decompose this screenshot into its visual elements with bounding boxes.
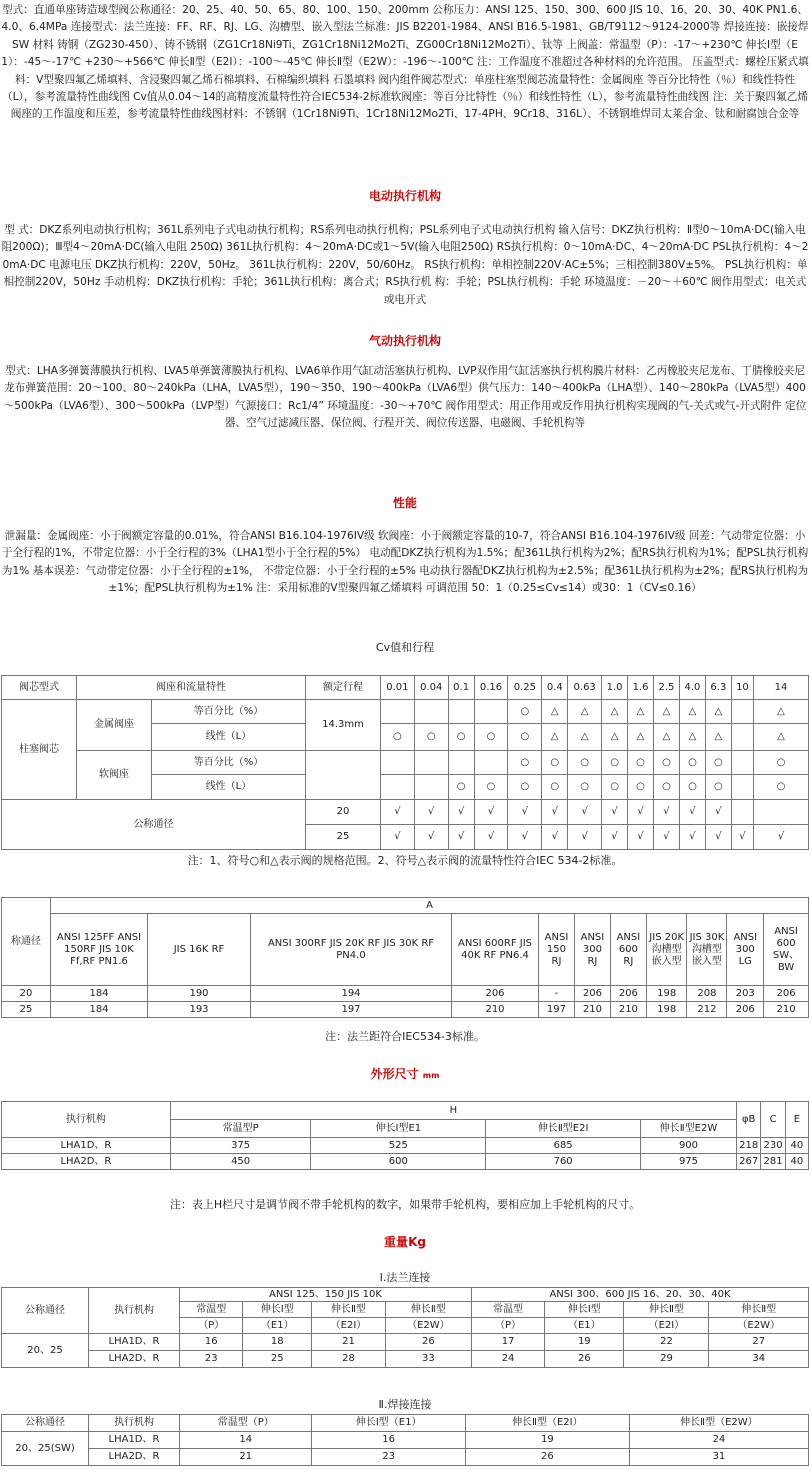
weight-cell: 28 bbox=[312, 1351, 386, 1368]
cv-value-header: 2.5 bbox=[654, 676, 680, 700]
weight-title bbox=[0, 1233, 810, 1250]
flange-header: ANSI 125FF ANSI 150RF JIS 10K Ff,RF PN1.6 bbox=[51, 914, 148, 986]
cv-mark bbox=[731, 700, 753, 724]
flange-header: JIS 20K 沟槽型嵌入型 bbox=[646, 914, 687, 986]
weight-cell: 33 bbox=[385, 1351, 471, 1368]
dims-cell: 600 bbox=[311, 1154, 486, 1170]
weld-row-name: LHA1D、R bbox=[89, 1432, 180, 1449]
weight-cell: 16 bbox=[180, 1334, 243, 1351]
weight-type: 伸长Ⅱ型 bbox=[312, 1302, 386, 1318]
cv-check: √ bbox=[628, 825, 654, 850]
cv-mark: ○ bbox=[508, 751, 542, 775]
weight-type-code: （P） bbox=[471, 1318, 544, 1334]
flange-cell: 198 bbox=[646, 1002, 687, 1018]
flange-cell: 206 bbox=[574, 986, 610, 1002]
weight-type-code: （P） bbox=[180, 1318, 243, 1334]
cv-value-header: 0.63 bbox=[568, 676, 602, 700]
dims-cell: 450 bbox=[170, 1154, 311, 1170]
cv-mark: ○ bbox=[654, 751, 680, 775]
dims-cell: 40 bbox=[785, 1154, 808, 1170]
weight-type-code: （E1） bbox=[545, 1318, 624, 1334]
weight-type-code: （E1） bbox=[243, 1318, 312, 1334]
cv-mark: ○ bbox=[602, 775, 628, 800]
flange-cell: 184 bbox=[51, 1002, 148, 1018]
cv-mark: △ bbox=[754, 700, 809, 724]
weight-cell: 29 bbox=[624, 1351, 709, 1368]
weight-type-code: （E2I） bbox=[312, 1318, 386, 1334]
cv-mark: △ bbox=[542, 700, 568, 724]
flange-cell: 210 bbox=[452, 1002, 539, 1018]
flange-header: ANSI 600 RJ bbox=[610, 914, 646, 986]
dims-extra-header: C bbox=[761, 1102, 785, 1138]
cv-check: √ bbox=[474, 825, 508, 850]
weld-actuator-label: 执行机构 bbox=[89, 1415, 180, 1432]
cv-dn: 25 bbox=[305, 825, 380, 850]
cv-soft-seat: 软阀座 bbox=[77, 751, 152, 800]
dims-cell: 267 bbox=[737, 1154, 761, 1170]
cv-mark: ○ bbox=[679, 751, 705, 775]
weight-type: 伸长Ⅱ型 bbox=[709, 1302, 809, 1318]
weight-type: 常温型 bbox=[180, 1302, 243, 1318]
dims-cell: 230 bbox=[761, 1138, 785, 1154]
pneumatic-title: 气动执行机构 bbox=[368, 334, 441, 348]
dims-extra-header: E bbox=[785, 1102, 808, 1138]
cv-check: √ bbox=[705, 800, 731, 825]
cv-mark bbox=[731, 724, 753, 751]
weight-type: 常温型 bbox=[471, 1302, 544, 1318]
cv-check: √ bbox=[542, 800, 568, 825]
cv-mark: △ bbox=[568, 724, 602, 751]
cv-mark: ○ bbox=[628, 751, 654, 775]
weight-dn-label: 公称通径 bbox=[2, 1288, 89, 1334]
cv-mark bbox=[474, 700, 508, 724]
dims-cell: 375 bbox=[170, 1138, 311, 1154]
cv-mark bbox=[380, 700, 414, 724]
cv-check: √ bbox=[542, 825, 568, 850]
dims-cell: 975 bbox=[640, 1154, 736, 1170]
intro-text: 型式：直通单座铸造球型阀公称通径：20、25、40、50、65、80、100、150、200mm 公称压力：ANSI 125、150、300、600 JIS 10、16、20、30、40K PN1.6、4.0、6.4MPa 连接型式：法兰连接：FF、RF、RJ、LG、沟槽型、嵌入型法兰标准：JIS B2201-1984、ANSI B16.5-1981、GB/T9112～9124-2000等 焊接连接：嵌接焊SW 材料 铸钢（ZG230-450）、铸不锈钢（ZG1Cr18Ni9Ti、ZG1Cr18Ni12Mo2Ti、ZG00Cr18Ni12Mo2Ti）、钛等 上阀盖：常温型（P）：-17～+230℃ 伸长Ⅰ型（E1）：-45～-17℃ +230～+566℃ 伸长Ⅱ型（E2I）：-100～-45℃ 伸长Ⅱ型（E2W）：-196～-100℃ 注：工作温度不准超过各种材料的允许范围。 压盖型式：螺栓压紧式填料：V型聚四氟乙烯填料、含浸聚四氟乙烯石棉填料、石棉编织填料 石墨填料 阀内组件阀芯型式：单座柱塞型阀芯流量特性：金属阀座 等百分比特性（％）和线性特性（L），参考流量特性曲线图 Cv值从0.04～14的高精度流量特性符合IEC534-2标准软阀座：等百分比特性（％）和线性特性（L），参考流量特性曲线图 注：关于聚四氟乙烯阀座的工作温度和压差，参考流量特性曲线图材料：不锈钢（1Cr18Ni9Ti、1Cr18Ni12Mo2Ti、17-4PH、9Cr18、316L）、不锈钢堆焊司太莱合金、钛和耐腐蚀合金等 bbox=[1, 4, 809, 121]
cv-value-header: 0.4 bbox=[542, 676, 568, 700]
weight-row-name: LHA1D、R bbox=[89, 1334, 180, 1351]
dims-row-name: LHA2D、R bbox=[2, 1154, 171, 1170]
flange-cell: 206 bbox=[610, 986, 646, 1002]
cv-core-type: 柱塞阀芯 bbox=[2, 700, 77, 800]
weld-cell: 24 bbox=[629, 1432, 808, 1449]
weld-cell: 19 bbox=[465, 1432, 629, 1449]
weight-title-text: 重量 bbox=[384, 1235, 409, 1249]
weight-type-code: （E2I） bbox=[624, 1318, 709, 1334]
weld-row-name: LHA2D、R bbox=[89, 1449, 180, 1466]
cv-mark bbox=[414, 700, 448, 724]
cv-mark bbox=[731, 775, 753, 800]
cv-mark: △ bbox=[705, 724, 731, 751]
flange-header: ANSI 300RF JIS 20K RF JIS 30K RF PN4.0 bbox=[251, 914, 452, 986]
cv-check: √ bbox=[731, 825, 753, 850]
cv-mark: △ bbox=[705, 700, 731, 724]
cv-check: √ bbox=[602, 800, 628, 825]
weight-type: 伸长Ⅱ型 bbox=[385, 1302, 471, 1318]
cv-check: √ bbox=[679, 800, 705, 825]
weld-cell: 14 bbox=[180, 1432, 312, 1449]
weight-type: 伸长Ⅰ型 bbox=[243, 1302, 312, 1318]
cv-check: √ bbox=[568, 825, 602, 850]
cv-mark: △ bbox=[628, 700, 654, 724]
weight-flange-table bbox=[1, 1287, 809, 1368]
weight-group-2: ANSI 300、600 JIS 16、20、30、40K bbox=[471, 1288, 808, 1302]
weld-dn-label: 公称通径 bbox=[2, 1415, 89, 1432]
flange-table bbox=[1, 897, 809, 1018]
weld-cell: 23 bbox=[312, 1449, 465, 1466]
cv-linear: 线性（L） bbox=[152, 724, 306, 751]
cv-table-note: 注：1、符号○和△表示阀的规格范围。2、符号△表示阀的流量特性符合IEC 534-2标准。 bbox=[187, 854, 623, 867]
flange-cell: 210 bbox=[610, 1002, 646, 1018]
weight-cell: 25 bbox=[243, 1351, 312, 1368]
cv-mark bbox=[731, 751, 753, 775]
weld-cell: 26 bbox=[465, 1449, 629, 1466]
dims-row-name: LHA1D、R bbox=[2, 1138, 171, 1154]
flange-cell: 198 bbox=[646, 986, 687, 1002]
cv-mark bbox=[414, 751, 448, 775]
cv-header-travel: 额定行程 bbox=[305, 676, 380, 700]
cv-mark: △ bbox=[679, 724, 705, 751]
dims-cell: 685 bbox=[486, 1138, 641, 1154]
cv-mark: ○ bbox=[568, 751, 602, 775]
weld-header: 伸长Ⅰ型（E1） bbox=[312, 1415, 465, 1432]
cv-check: √ bbox=[380, 825, 414, 850]
cv-value-header: 0.25 bbox=[508, 676, 542, 700]
dims-cell: 760 bbox=[486, 1154, 641, 1170]
cv-mark: ○ bbox=[508, 775, 542, 800]
weight-cell: 21 bbox=[312, 1334, 386, 1351]
cv-value-header: 6.3 bbox=[705, 676, 731, 700]
cv-check: √ bbox=[679, 825, 705, 850]
cv-mark: △ bbox=[654, 724, 680, 751]
cv-value-header: 1.0 bbox=[602, 676, 628, 700]
flange-cell: 210 bbox=[764, 1002, 809, 1018]
cv-dn-label: 公称通径 bbox=[2, 800, 306, 850]
flange-header: ANSI 150 RJ bbox=[539, 914, 575, 986]
cv-mark: ○ bbox=[414, 724, 448, 751]
cv-check bbox=[731, 800, 753, 825]
cv-mark bbox=[380, 751, 414, 775]
cv-metal-seat: 金属阀座 bbox=[77, 700, 152, 751]
flange-dn: 25 bbox=[2, 1002, 51, 1018]
cv-header-seat: 阀座和流量特性 bbox=[77, 676, 306, 700]
flange-cell: 197 bbox=[539, 1002, 575, 1018]
cv-value-header: 14 bbox=[754, 676, 809, 700]
flange-dn-label: 称通径 bbox=[2, 898, 51, 986]
cv-check bbox=[754, 800, 809, 825]
weight-weld-caption: Ⅱ.焊接连接 bbox=[378, 1398, 432, 1411]
dims-h-header: 伸长Ⅱ型E2W bbox=[640, 1120, 736, 1138]
cv-mark: ○ bbox=[602, 751, 628, 775]
cv-travel-empty bbox=[305, 751, 380, 800]
cv-mark: ○ bbox=[754, 751, 809, 775]
cv-mark: ○ bbox=[628, 775, 654, 800]
cv-mark: △ bbox=[679, 700, 705, 724]
flange-header: ANSI 300 LG bbox=[727, 914, 764, 986]
pneumatic-text: 型式：LHA多弹簧薄膜执行机构、LVA5单弹簧薄膜执行机构、LVA6单作用气缸动活塞执行机构、LVP双作用气缸活塞执行机构膜片材料：乙丙橡胶夹尼龙布、丁腈橡胶夹尼龙布弹簧范围：20～100、80～240kPa（LHA，LVA5型），190～350、190～400kPa（LVA6型）供气压力：140～400kPa（LHA型）、140～280kPa（LVA5型）400～500kPa（LVA6型）、300～500kPa（LVP型）气源接口：Rc1/4” 环境温度：-30～+70℃ 阀作用型式：用正作用或反作用执行机构实现阀的气-关式或气-开式附件 定位器、空气过滤减压器、保位阀、行程开关、阀位传送器、电磁阀、手轮机构等 bbox=[3, 365, 807, 430]
flange-header: JIS 30K沟槽型嵌入型 bbox=[687, 914, 727, 986]
cv-table-caption: Cv值和行程 bbox=[375, 641, 435, 654]
cv-mark bbox=[448, 700, 474, 724]
cv-value-header: 1.6 bbox=[628, 676, 654, 700]
weight-type-code: （E2W） bbox=[709, 1318, 809, 1334]
weight-type-code: （E2W） bbox=[385, 1318, 471, 1334]
flange-cell: 208 bbox=[687, 986, 727, 1002]
flange-cell: 206 bbox=[727, 1002, 764, 1018]
flange-cell: 206 bbox=[452, 986, 539, 1002]
cv-mark: ○ bbox=[474, 775, 508, 800]
cv-mark: △ bbox=[654, 700, 680, 724]
flange-table-note: 注：法兰距符合IEC534-3标准。 bbox=[325, 1030, 485, 1043]
cv-value-header: 4.0 bbox=[679, 676, 705, 700]
dims-cell: 218 bbox=[737, 1138, 761, 1154]
dims-h-label: H bbox=[170, 1102, 736, 1120]
weight-unit: Kg bbox=[408, 1235, 426, 1249]
cv-check: √ bbox=[474, 800, 508, 825]
dims-title-text: 外形尺寸 bbox=[370, 1067, 419, 1081]
performance-title: 性能 bbox=[392, 496, 417, 510]
cv-check: √ bbox=[380, 800, 414, 825]
cv-mark: ○ bbox=[705, 751, 731, 775]
electric-text: 型 式：DKZ系列电动执行机构；361L系列电子式电动执行机构；RS系列电动执行机构；PSL系列电子式电动执行机构 输入信号：DKZ执行机构：Ⅱ型0～10mA·DC(输入电阻200Ω)；Ⅲ型4～20mA·DC(输入电阻 250Ω) 361L执行机构：4～20mA·DC或1～5V(输入电阻250Ω) RS执行机构：0～10mA·DC、4～20mA·DC PSL执行机构：4～20mA·DC 电源电压 DKZ执行机构：220V，50Hz。 361L执行机构：220V，50/60Hz。 RS执行机构：单相控制220V·AC±5%；三相控制380V±5%。 PSL执行机构：单相控制220V，50Hz 手动机构：DKZ执行机构：手轮；361L执行机构：离合式；RS执行机 构：手轮；PSL执行机构：手轮 环境温度：－20～＋60℃ 阀作用型式：电关式或电开式 bbox=[1, 224, 809, 306]
cv-check: √ bbox=[628, 800, 654, 825]
cv-eq-pct: 等百分比（%） bbox=[152, 751, 306, 775]
weight-cell: 17 bbox=[471, 1334, 544, 1351]
weight-cell: 19 bbox=[545, 1334, 624, 1351]
flange-header: ANSI 600RF JIS 40K RF PN6.4 bbox=[452, 914, 539, 986]
weight-flange-dn: 20、25 bbox=[2, 1334, 89, 1368]
dims-title bbox=[0, 1065, 810, 1082]
cv-check: √ bbox=[508, 825, 542, 850]
dims-cell: 40 bbox=[785, 1138, 808, 1154]
weld-header: 常温型（P） bbox=[180, 1415, 312, 1432]
cv-mark: ○ bbox=[654, 775, 680, 800]
cv-check: √ bbox=[448, 825, 474, 850]
cv-check: √ bbox=[654, 800, 680, 825]
cv-value-header: 0.16 bbox=[474, 676, 508, 700]
cv-mark: ○ bbox=[448, 724, 474, 751]
dims-cell: 525 bbox=[311, 1138, 486, 1154]
dims-cell: 900 bbox=[640, 1138, 736, 1154]
cv-dn: 20 bbox=[305, 800, 380, 825]
electric-title: 电动执行机构 bbox=[368, 189, 441, 203]
weld-header: 伸长Ⅱ型（E2I） bbox=[465, 1415, 629, 1432]
flange-cell: 193 bbox=[148, 1002, 251, 1018]
weld-cell: 21 bbox=[180, 1449, 312, 1466]
weight-cell: 23 bbox=[180, 1351, 243, 1368]
flange-cell: 190 bbox=[148, 986, 251, 1002]
weld-cell: 31 bbox=[629, 1449, 808, 1466]
dims-unit: mm bbox=[422, 1071, 440, 1080]
cv-check: √ bbox=[568, 800, 602, 825]
cv-mark: ○ bbox=[568, 775, 602, 800]
flange-cell: 184 bbox=[51, 986, 148, 1002]
cv-value-header: 0.04 bbox=[414, 676, 448, 700]
cv-eq-pct: 等百分比（%） bbox=[152, 700, 306, 724]
flange-cell: - bbox=[539, 986, 575, 1002]
dims-table bbox=[1, 1101, 809, 1170]
weight-weld-table bbox=[1, 1414, 809, 1466]
cv-mark: △ bbox=[628, 724, 654, 751]
flange-cell: 212 bbox=[687, 1002, 727, 1018]
cv-mark: ○ bbox=[679, 775, 705, 800]
cv-value-header: 10 bbox=[731, 676, 753, 700]
cv-mark: △ bbox=[542, 724, 568, 751]
cv-mark: ○ bbox=[474, 724, 508, 751]
cv-mark: △ bbox=[568, 700, 602, 724]
cv-header-core: 阀芯型式 bbox=[2, 676, 77, 700]
flange-cell: 194 bbox=[251, 986, 452, 1002]
weight-cell: 24 bbox=[471, 1351, 544, 1368]
cv-check: √ bbox=[448, 800, 474, 825]
dims-extra-header: φB bbox=[737, 1102, 761, 1138]
performance-text: 泄漏量：金属阀座：小于阀额定容量的0.01%，符合ANSI B16.104-1976IV级 软阀座：小于阀额定容量的10-7，符合ANSI B16.104-1976IV级 回差：气动带定位器：小于全行程的1%，不带定位器：小于全行程的3%（LHA1型小于全行程的5%） 电动配DKZ执行机构为1.5%；配361L执行机构为2%；配RS执行机构为1%；配PSL执行机构为1% 基本误差：气动带定位器：小于全行程的±1%， 不带定位器：小于全行程的±5% 电动执行器配DKZ执行机构为±2.5%；配361L执行机构为±2%；配RS执行机构为±1%；配PSL执行机构为±1% 注：采用标准的V型聚四氟乙烯填料 可调范围 50：1（0.25≤Cv≤14）或30：1（CV≤0.16） bbox=[1, 530, 809, 595]
weight-cell: 26 bbox=[385, 1334, 471, 1351]
flange-dn: 20 bbox=[2, 986, 51, 1002]
flange-cell: 206 bbox=[764, 986, 809, 1002]
cv-mark: △ bbox=[602, 700, 628, 724]
weight-cell: 26 bbox=[545, 1351, 624, 1368]
cv-mark: △ bbox=[754, 724, 809, 751]
cv-travel: 14.3mm bbox=[305, 700, 380, 751]
flange-cell: 210 bbox=[574, 1002, 610, 1018]
cv-check: √ bbox=[754, 825, 809, 850]
weight-cell: 27 bbox=[709, 1334, 809, 1351]
cv-mark: ○ bbox=[542, 775, 568, 800]
flange-header: JIS 16K RF bbox=[148, 914, 251, 986]
weight-cell: 22 bbox=[624, 1334, 709, 1351]
weight-cell: 34 bbox=[709, 1351, 809, 1368]
dims-h-header: 伸长Ⅱ型E2I bbox=[486, 1120, 641, 1138]
cv-mark: ○ bbox=[508, 700, 542, 724]
weight-row-name: LHA2D、R bbox=[89, 1351, 180, 1368]
weight-actuator-label: 执行机构 bbox=[89, 1288, 180, 1334]
cv-check: √ bbox=[654, 825, 680, 850]
cv-mark: ○ bbox=[754, 775, 809, 800]
flange-header: ANSI 600 SW、BW bbox=[764, 914, 809, 986]
cv-table bbox=[1, 675, 809, 850]
weight-type: 伸长Ⅱ型 bbox=[624, 1302, 709, 1318]
weight-flange-caption: Ⅰ.法兰连接 bbox=[379, 1271, 431, 1284]
flange-header: ANSI 300 RJ bbox=[574, 914, 610, 986]
cv-mark: ○ bbox=[705, 775, 731, 800]
cv-mark: ○ bbox=[448, 775, 474, 800]
weld-cell: 16 bbox=[312, 1432, 465, 1449]
cv-mark bbox=[474, 751, 508, 775]
cv-mark: ○ bbox=[508, 724, 542, 751]
weight-type: 伸长Ⅰ型 bbox=[545, 1302, 624, 1318]
cv-mark: ○ bbox=[380, 724, 414, 751]
weight-group-1: ANSI 125、150 JIS 10K bbox=[180, 1288, 472, 1302]
cv-check: √ bbox=[602, 825, 628, 850]
cv-check: √ bbox=[414, 800, 448, 825]
cv-check: √ bbox=[414, 825, 448, 850]
dims-actuator-label: 执行机构 bbox=[2, 1102, 171, 1138]
dims-h-header: 常温型P bbox=[170, 1120, 311, 1138]
flange-group: A bbox=[51, 898, 809, 914]
cv-mark bbox=[414, 775, 448, 800]
dims-h-header: 伸长Ⅰ型E1 bbox=[311, 1120, 486, 1138]
flange-cell: 203 bbox=[727, 986, 764, 1002]
weld-header: 伸长Ⅱ型（E2W） bbox=[629, 1415, 808, 1432]
weight-cell: 18 bbox=[243, 1334, 312, 1351]
flange-cell: 197 bbox=[251, 1002, 452, 1018]
cv-mark: △ bbox=[602, 724, 628, 751]
cv-value-header: 0.01 bbox=[380, 676, 414, 700]
cv-linear: 线性（L） bbox=[152, 775, 306, 800]
dims-cell: 281 bbox=[761, 1154, 785, 1170]
cv-mark bbox=[448, 751, 474, 775]
cv-check: √ bbox=[705, 825, 731, 850]
cv-mark bbox=[380, 775, 414, 800]
dims-note: 注：表上H栏尺寸是调节阀不带手轮机构的数字，如果带手轮机构，要相应加上手轮机构的尺寸。 bbox=[169, 1198, 641, 1211]
cv-mark: ○ bbox=[542, 751, 568, 775]
weld-dn: 20、25(SW) bbox=[2, 1432, 89, 1466]
cv-check: √ bbox=[508, 800, 542, 825]
cv-value-header: 0.1 bbox=[448, 676, 474, 700]
